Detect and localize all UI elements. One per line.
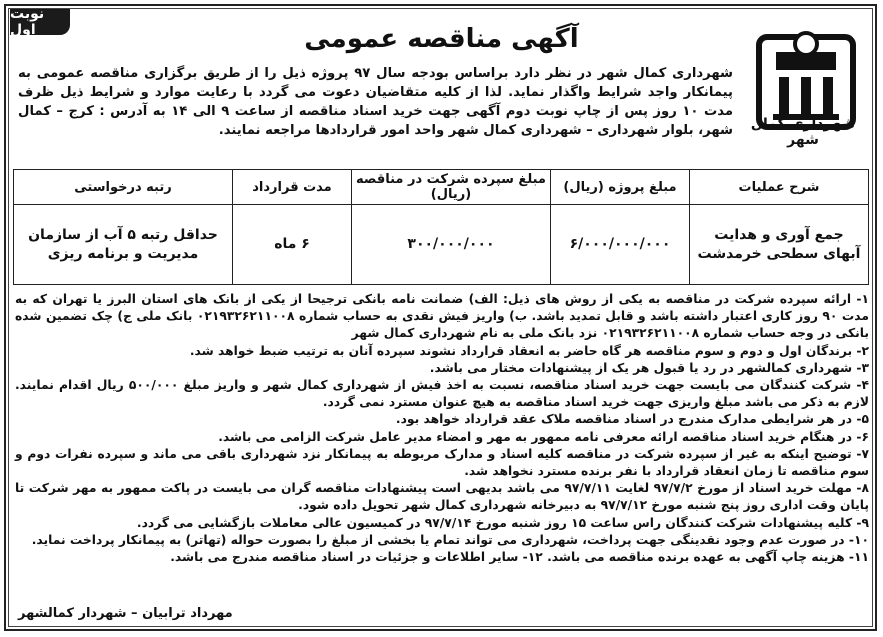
cell-required-grade: حداقل رتبه ۵ آب از سازمان مدیریت و برنامه ریزی bbox=[14, 205, 233, 285]
cell-contract-duration: ۶ ماه bbox=[233, 205, 352, 285]
term-item: ۸- مهلت خرید اسناد از مورخ ۹۷/۷/۲ لغایت ۹۷/۷/۱۱ می باشد بدیهی است پیشنهادات مناقصه گران می بایست در پاکت ممهور به مهر شرکت تا پایان وقت اداری روز پنج شنبه مورخ ۹۷/۷/۱۲ به دبیرخانه شهرداری کمال شهر تحویل داده شود. bbox=[15, 481, 870, 513]
intro-paragraph: شهرداری کمال شهر در نظر دارد براساس بودجه سال ۹۷ پروژه ذیل را از طریق برگزاری مناقصه عمومی به پیمانکار واجد شرایط واگذار نماید. لذا از کلیه متقاضیان دعوت می گردد با رعایت موارد و شرایط ذیل ظرف مدت ۱۰ روز پس از چاپ نوبت دوم آگهی جهت خرید اسناد مناقصه از ساعت ۹ الی ۱۴ به آدرس : کرج – کمال شهر، بلوار شهرداری – شهرداری کمال شهر واحد امور قراردادها مراجعه نمایند. bbox=[18, 66, 733, 138]
term-item: ۹- کلیه پیشنهادات شرکت کنندگان راس ساعت ۱۵ روز شنبه مورخ ۹۷/۷/۱۴ در کمیسیون عالی معاملات بازگشایی می گردد. bbox=[136, 515, 869, 530]
term-item: ۷- توضیح اینکه به غیر از سپرده شرکت در مناقصه کلیه اسناد و مدارک مربوطه به پیمانکار نزد شهرداری باقی می ماند و سپرده نفرات دوم و سوم مناقصه تا زمان انعقاد قرارداد با نفر برنده مسترد نخواهد شد. bbox=[15, 446, 869, 479]
table-row bbox=[14, 205, 869, 285]
cell-deposit-amount: ۳۰۰/۰۰۰/۰۰۰ bbox=[352, 205, 551, 285]
header-project-amount: مبلغ پروژه (ریال) bbox=[551, 170, 690, 205]
term-item: ۱- ارائه سپرده شرکت در مناقصه به یکی از روش های ذیل: الف) ضمانت نامه بانکی ترجیحا از یکی از بانک های استان البرز یا تهران که به مدت ۹۰ روز کاری اعتبار داشته باشد و قابل تمدید باشد. ب) واریز فیش نقدی به حساب شماره ۰۲۱۹۳۲۶۲۱۱۰۰۸ بانک ملی ج) چک تضمین شده بانکی در وجه حساب شماره ۰۲۱۹۳۲۶۲۱۱۰۰۸ نزد بانک ملی به نام شهرداری کمال شهر bbox=[15, 292, 869, 341]
term-item: ۲- برندگان اول و دوم و سوم مناقصه هر گاه حاضر به انعقاد قرارداد نشوند سپرده آنان به ترتیب ضبط خواهد شد. bbox=[189, 343, 869, 358]
first-publication-badge: نوبت اول bbox=[10, 9, 70, 35]
cell-description: جمع آوری و هدایت آبهای سطحی خرمدشت bbox=[690, 205, 869, 285]
term-item: ۳- شهرداری کمالشهر در رد یا قبول هر یک از پیشنهادات مختار می باشد. bbox=[429, 360, 869, 375]
term-item: ۴- شرکت کنندگان می بایست جهت خرید اسناد مناقصه، نسبت به اخذ فیش از شهرداری کمال شهر و واریز مبلغ ۵۰۰/۰۰۰ ریال اقدام نمایند. لازم به ذکر می باشد مبلغ واریزی جهت خرید اسناد مناقصه به هیچ عنوان مسترد نمی گردد. bbox=[15, 378, 869, 410]
cell-project-amount: ۶/۰۰۰/۰۰۰/۰۰۰ bbox=[551, 205, 690, 285]
header-description: شرح عملیات bbox=[690, 170, 869, 205]
term-item: ۱۰- در صورت عدم وجود نقدینگی جهت پرداخت، شهرداری می تواند تمام یا بخشی از مبلغ را بصورت حواله (تهاتر) به پیمانکار پرداخت نماید. bbox=[31, 532, 869, 547]
term-item: ۵- در هر شرایطی مدارک مندرج در اسناد مناقصه ملاک عقد قرارداد خواهد بود. bbox=[395, 412, 869, 427]
header-required-grade: رتبه درخواستی bbox=[14, 170, 233, 205]
header-contract-duration: مدت قرارداد bbox=[233, 170, 352, 205]
logo-caption: شهرداری کمال شهر bbox=[750, 116, 856, 148]
term-item: ۶- در هنگام خرید اسناد مناقصه ارائه معرفی نامه ممهور به مهر و امضاء مدیر عامل شرکت الزامی می باشد. bbox=[218, 429, 869, 444]
term-item: ۱۱- هزینه چاپ آگهی به عهده برنده مناقصه می باشد. ۱۲- سایر اطلاعات و جزئیات در اسناد مناقصه مندرج می باشد. bbox=[170, 550, 869, 565]
project-table bbox=[13, 169, 869, 285]
terms-list bbox=[15, 291, 869, 566]
header-deposit-amount: مبلغ سپرده شرکت در مناقصه (ریال) bbox=[352, 170, 551, 205]
notice-title: آگهی مناقصه عمومی bbox=[304, 24, 579, 54]
table-header-row bbox=[14, 170, 869, 205]
mayor-signature: مهرداد ترابیان – شهردار کمالشهر bbox=[18, 606, 233, 621]
